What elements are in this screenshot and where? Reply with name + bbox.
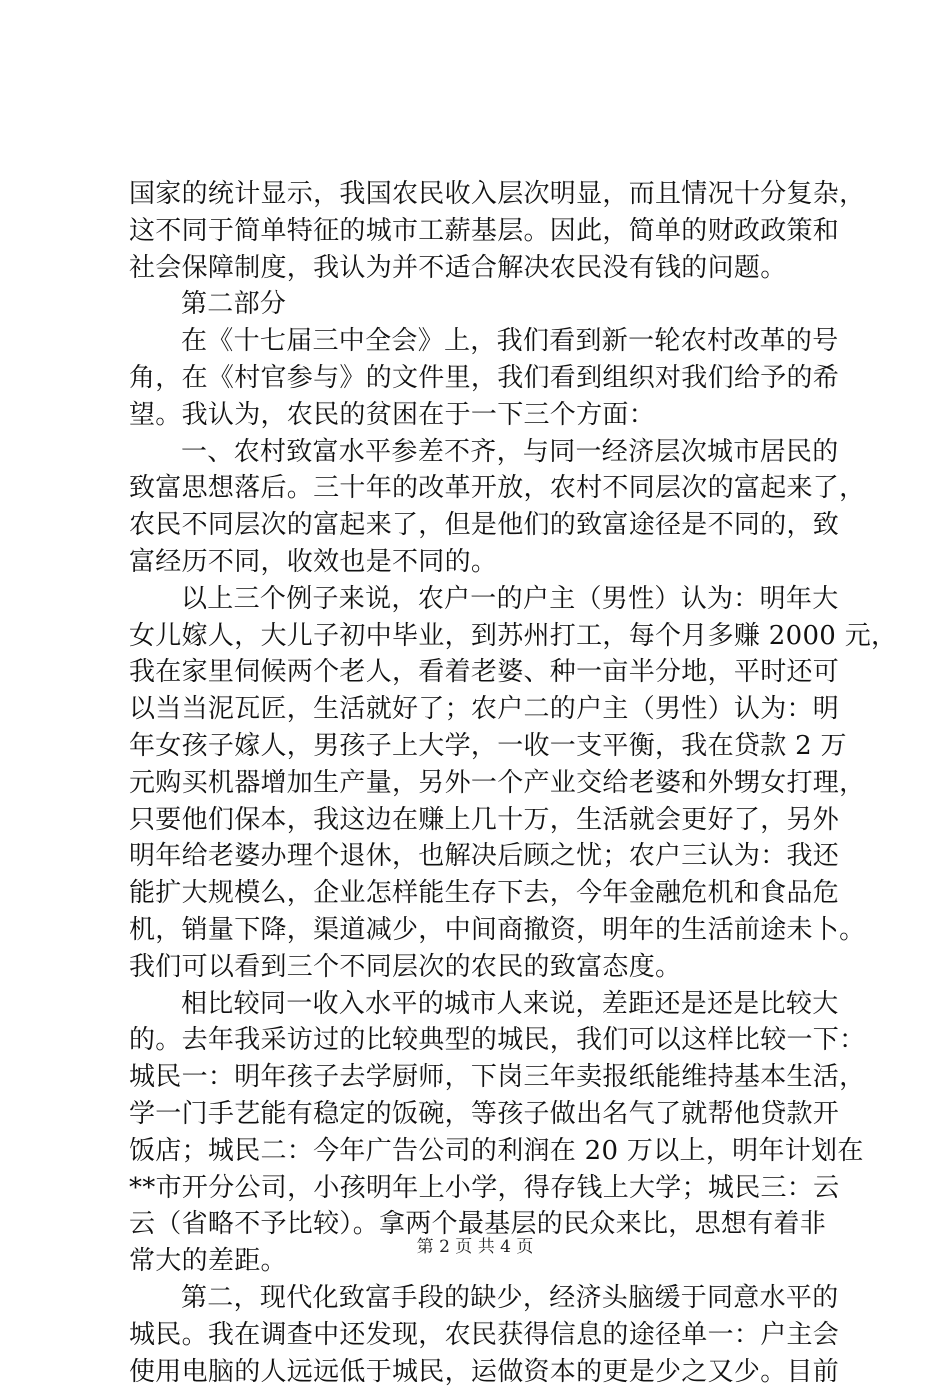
text-line: 第二部分 [129, 286, 831, 323]
text-line: 只要他们保本，我这边在赚上几十万，生活就会更好了，另外 [129, 802, 831, 839]
text-line: 年女孩子嫁人，男孩子上大学，一收一支平衡，我在贷款 2 万 [129, 728, 831, 765]
text-line: 能扩大规模么，企业怎样能生存下去，今年金融危机和食品危 [129, 875, 831, 912]
text-line: 这不同于简单特征的城市工薪基层。因此，简单的财政政策和 [129, 213, 831, 250]
text-line: 的。去年我采访过的比较典型的城民，我们可以这样比较一下： [129, 1022, 831, 1059]
text-line: 一、农村致富水平参差不齐，与同一经济层次城市居民的 [129, 434, 831, 471]
document-body [129, 176, 831, 1390]
text-line: **市开分公司，小孩明年上小学，得存钱上大学；城民三：云 [129, 1170, 831, 1207]
text-line: 望。我认为，农民的贫困在于一下三个方面： [129, 397, 831, 434]
text-line: 我在家里伺候两个老人，看着老婆、种一亩半分地，平时还可 [129, 654, 831, 691]
text-line: 第二，现代化致富手段的缺少，经济头脑缓于同意水平的 [129, 1280, 831, 1317]
text-line: 社会保障制度，我认为并不适合解决农民没有钱的问题。 [129, 250, 831, 287]
text-line: 以当当泥瓦匠，生活就好了；农户二的户主（男性）认为：明 [129, 691, 831, 728]
text-line: 我们可以看到三个不同层次的农民的致富态度。 [129, 949, 831, 986]
text-line: 使用电脑的人远远低于城民，运做资本的更是少之又少。目前 [129, 1354, 831, 1390]
text-line: 农民不同层次的富起来了，但是他们的致富途径是不同的，致 [129, 507, 831, 544]
text-line: 在《十七届三中全会》上，我们看到新一轮农村改革的号 [129, 323, 831, 360]
text-line: 云（省略不予比较）。拿两个最基层的民众来比，思想有着非 [129, 1206, 831, 1243]
text-line: 饭店；城民二：今年广告公司的利润在 20 万以上，明年计划在 [129, 1133, 831, 1170]
text-line: 元购买机器增加生产量，另外一个产业交给老婆和外甥女打理， [129, 765, 831, 802]
text-line: 明年给老婆办理个退休，也解决后顾之忧；农户三认为：我还 [129, 838, 831, 875]
page-footer: 第 2 页 共 4 页 [0, 1232, 950, 1257]
text-line: 致富思想落后。三十年的改革开放，农村不同层次的富起来了， [129, 470, 831, 507]
text-line: 城民。我在调查中还发现，农民获得信息的途径单一：户主会 [129, 1317, 831, 1354]
text-line: 常大的差距。 [129, 1243, 831, 1280]
text-line: 女儿嫁人，大儿子初中毕业，到苏州打工，每个月多赚 2000 元， [129, 618, 831, 655]
text-line: 富经历不同，收效也是不同的。 [129, 544, 831, 581]
text-line: 学一门手艺能有稳定的饭碗，等孩子做出名气了就帮他贷款开 [129, 1096, 831, 1133]
text-line: 相比较同一收入水平的城市人来说，差距还是还是比较大 [129, 986, 831, 1023]
text-line: 角，在《村官参与》的文件里，我们看到组织对我们给予的希 [129, 360, 831, 397]
text-line: 城民一：明年孩子去学厨师，下岗三年卖报纸能维持基本生活， [129, 1059, 831, 1096]
text-line: 国家的统计显示，我国农民收入层次明显，而且情况十分复杂， [129, 176, 831, 213]
text-line: 以上三个例子来说，农户一的户主（男性）认为：明年大 [129, 581, 831, 618]
text-line: 机，销量下降，渠道减少，中间商撤资，明年的生活前途未卜。 [129, 912, 831, 949]
